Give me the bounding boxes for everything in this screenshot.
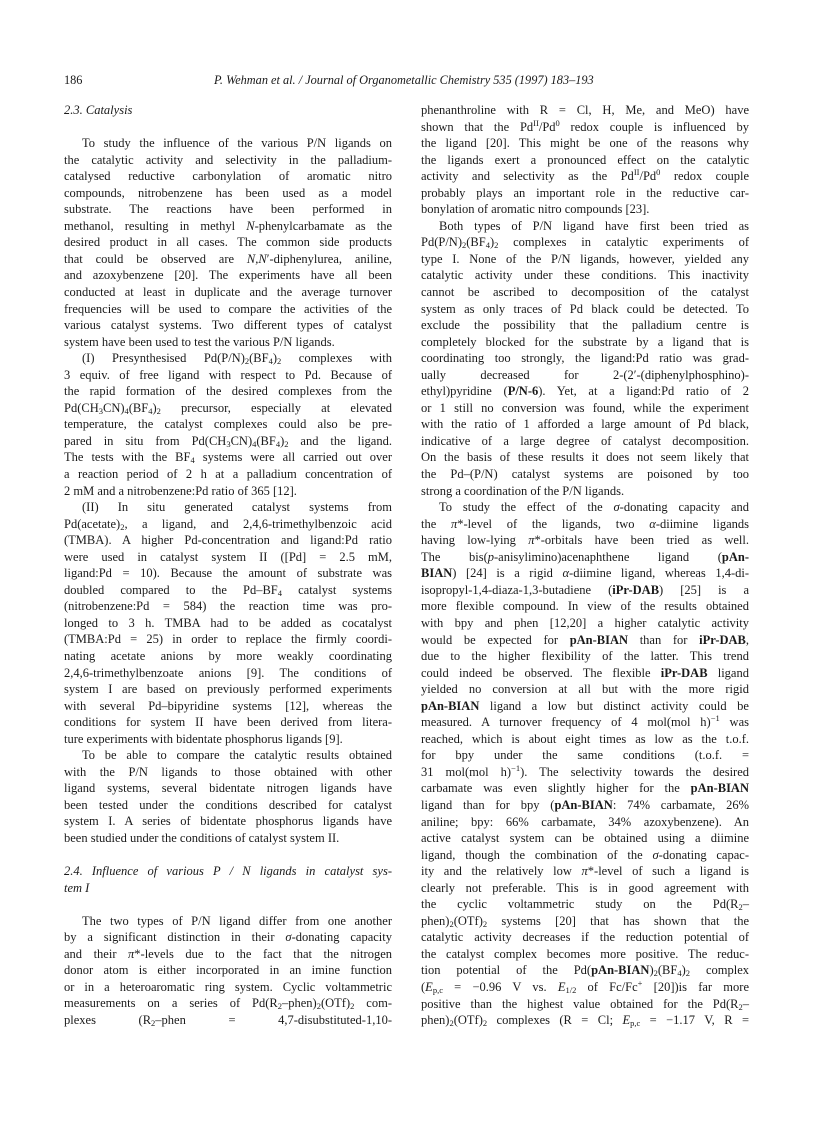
paragraph: The two types of P/N ligand differ from one another by a significant distinction in their σ-donating capacity and their π*-levels due to the fact that the nitrogen donor atom is either incorporated in an imine function or in a heteroaromatic ring system. Cyclic voltammetric measurements on a series of $Pd(R_2-phen)_2(OTf)_2$ com- plexes ($R_2$–phen = 4,7-disubstituted-1,10- (64, 913, 392, 1028)
paragraph: To study the influence of the various P/N ligands on the catalytic activity and selectivity in the palladium- catalysed reductive carbonylation of aromatic nitro compounds, nitrobenzene has been used as a model substrate. The reactions have been performed in methanol, resulting in methyl N-phenylcarbamate as the desired product in all cases. The common side products that could be observed are N,N′-diphenylurea, aniline, and azoxybenzene [20]. The experiments have all been conducted at least in duplicate and the average turnover frequencies will be used to compare the activities of the various catalyst systems. Two different types of catalyst system have been used to test the various P/N ligands. (64, 136, 392, 349)
paragraph: phenanthroline with R = Cl, H, Me, and MeO) have shown that the $Pd^{II}/Pd^0$ redox couple is influenced by the ligand [20]. This might be one of the reasons why the ligands exert a pronounced effect on the catalytic activity and selectivity as the $Pd^{II}/Pd^0$ redox couple probably plays an important role in the reductive car- bonylation of aromatic nitro compounds [23]. (421, 103, 750, 217)
page-number: 186 (64, 73, 83, 87)
section-heading-2-3: 2.3. Catalysis (64, 103, 133, 117)
paragraph: Both types of P/N ligand have first been tried as $Pd(P/N)_2(BF_4)_2$ complexes in catalytic experiments of type I. None of the P/N ligands, however, yielded any catalytic activity under these conditions. This inactivity cannot be ascribed to decomposition of the catalyst system as only traces of Pd black could be detected. To exclude the possibility that the palladium centre is completely blocked for the substrate by a ligand that is coordinating too strongly, the ligand:Pd ratio was grad- ually decreased for 2-(2′-(diphenylphosphino)- ethyl)pyridine (P/N-6). Yet, at a ligand:Pd ratio of 2 or 1 still no conversion was found, while the experiment with the ratio of 1 afforded a large amount of Pd black, indicative of a large degree of catalyst decomposition. On the basis of these results it does not seem likely that the Pd–(P/N) catalyst systems are poisoned by too strong a coordination of the P/N ligands. (421, 218, 749, 498)
section-heading-2-4: 2.4. Influence of various P / N ligands in catalyst sys- tem I (64, 864, 392, 895)
left-column (64, 102, 392, 1028)
page-header (64, 73, 754, 89)
paragraph: To be able to compare the catalytic results obtained with the P/N ligands to those obtained with other ligand systems, several bidentate nitrogen ligands have been tested under the conditions described for catalyst system I. A series of bidentate phosphorus ligands have been studied under the conditions of catalyst system II. (64, 748, 392, 846)
running-head: P. Wehman et al. / Journal of Organometallic Chemistry 535 (1997) 183–193 (214, 73, 594, 87)
paragraph: To study the effect of the σ-donating capacity and the π*-level of the ligands, two α-diimine ligands having low-lying π*-orbitals have been tried as well. The bis(p-anisylimino)acenaphthene ligand (pAn- BIAN) [24] is a rigid α-diimine ligand, whereas 1,4-di- isopropyl-1,4-diaza-1,3-butadiene (iPr-DAB) [25] is a more flexible compound. In view of the results obtained with bpy and phen [12,20] a higher catalytic activity would be expected for pAn-BIAN than for iPr-DAB, due to the higher flexibility of the latter. This trend could indeed be observed. The flexible iPr-DAB ligand yielded no conversion at all but with the more rigid pAn-BIAN ligand a low but distinct activity could be measured. A turnover frequency of 4 mol(mol h)$^{-1}$ was reached, which is about eight times as low as the t.o.f. for bpy under the same conditions (t.o.f. = 31 mol(mol h)$^{-1}$). The selectivity towards the desired carbamate was even slightly higher for the pAn-BIAN ligand than for bpy (pAn-BIAN: 74% carbamate, 26% aniline; bpy: 66% carbamate, 34% azoxybenzene). An active catalyst system can be obtained using a diimine ligand, though the combination of the σ-donating capac- ity and the relatively low π*-level of such a ligand is clearly not preferable. This is in good agreement with the cyclic voltammetric study on the $Pd(R_2-$ $phen)_2(OTf)_2$ systems [20] that has shown that the catalytic activity decreases if the reduction potential of the catalyst complex becomes more positive. The reduc- tion potential of the $Pd(pAn-BIAN)_2(BF_4)_2$ complex ($E_{p,c} = -0.96$ V vs. $E_{1/2}$ of Fc/Fc+ [20])is far more positive than the highest value obtained for the $Pd(R_2-$ $phen)_2(OTf)_2$ complexes (R = Cl; $E_{p,c} = -1.17$ V, R = (421, 500, 750, 1029)
paragraph: (II) In situ generated catalyst systems from $Pd(acetate)_2$, a ligand, and 2,4,6-trimethylbenzoic acid (TMBA). A higher Pd-concentration and ligand:Pd ratio were used in catalyst system II ([Pd] = 2.5 mM, ligand:Pd = 10). Because the amount of substrate was doubled compared to the $Pd-BF_4$ catalyst systems (nitrobenzene:Pd = 584) the reaction time was pro- longed to 3 h. TMBA had to be added as cocatalyst (TMBA:Pd = 25) in order to replace the firmly coordi- nating acetate anions by more weakly coordinating 2,4,6-trimethylbenzoate anions [9]. The conditions of system I are based on previously performed experiments with several Pd–bipyridine systems [12], whereas the conditions for system II have been derived from litera- ture experiments with bidentate phosphorus ligands [9]. (64, 500, 392, 746)
right-column (421, 102, 749, 1029)
paragraph: (I) Presynthesised $Pd(P/N)_2(BF_4)_2$ complexes with 3 equiv. of free ligand with respect to Pd. Because of the rapid formation of the desired complexes from the $Pd(CH_3CN)_4(BF_4)_2$ precursor, especially at elevated temperature, the catalyst complexes could also be pre- pared in situ from $Pd(CH_3CN)_4(BF_4)_2$ and the ligand. The tests with the $BF_4$ systems were all carried out over a reaction period of 2 h at a palladium concentration of 2 mM and a nitrobenzene:Pd ratio of 365 [12]. (64, 351, 392, 498)
